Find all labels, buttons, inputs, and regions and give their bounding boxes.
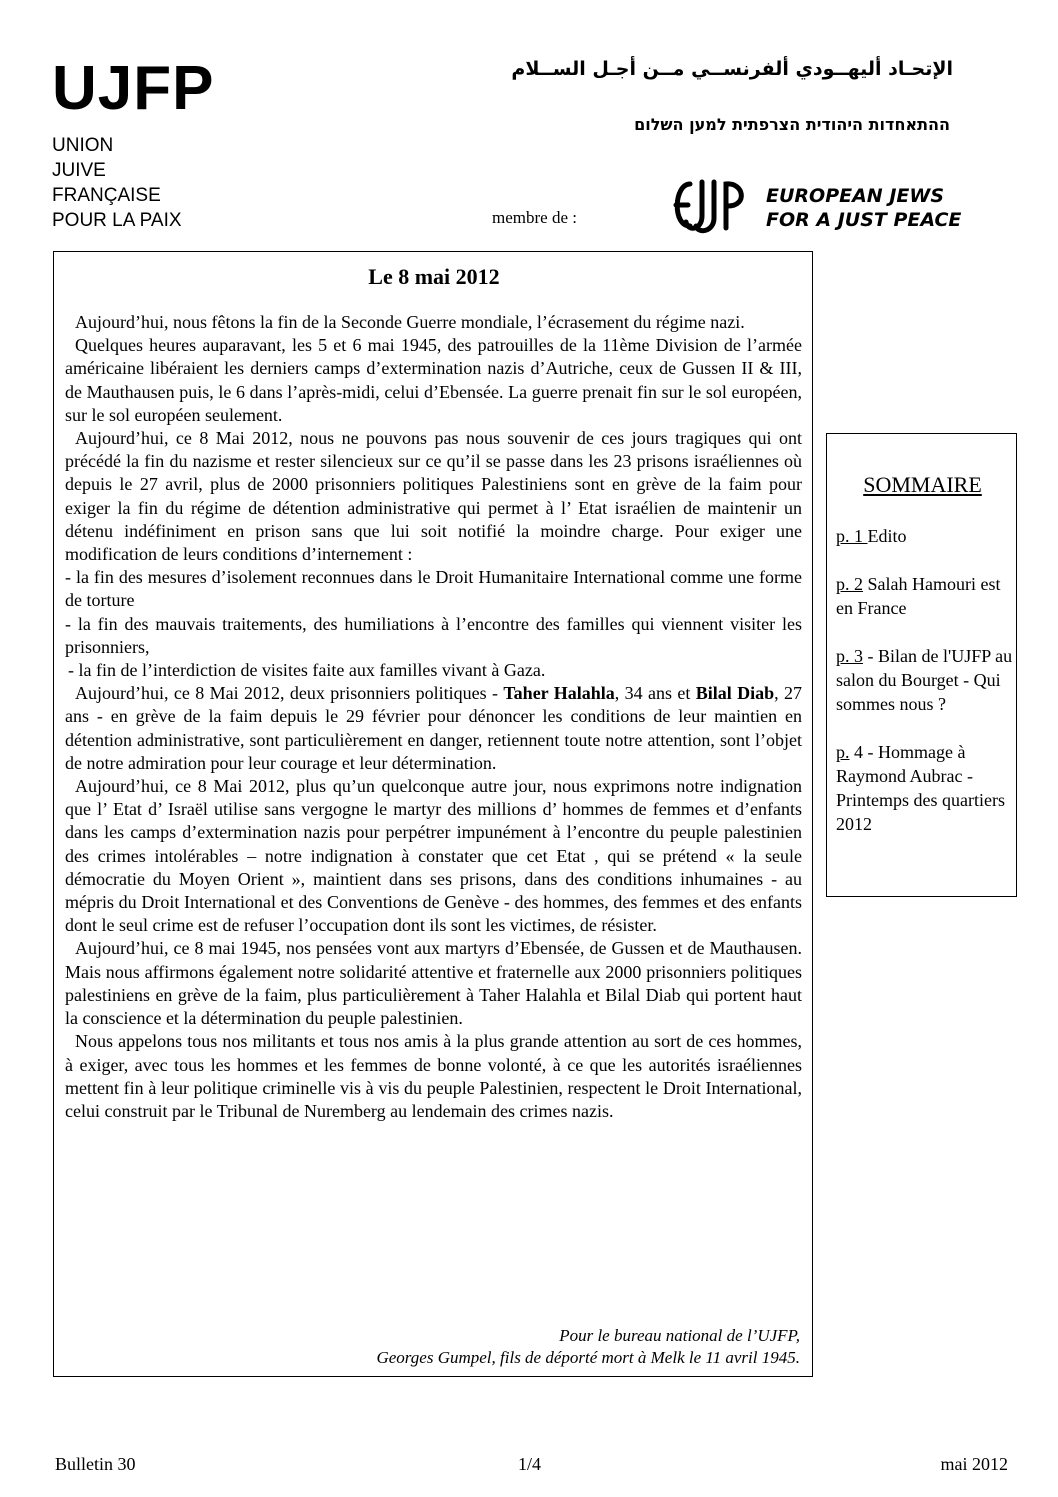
signature-line: Pour le bureau national de l’UJFP,	[559, 1326, 800, 1345]
sommaire-page: p. 3	[836, 646, 863, 666]
logo-line: UNION	[52, 135, 114, 156]
footer-bulletin: Bulletin 30	[55, 1454, 136, 1474]
footer-page-number: 1/4	[518, 1454, 542, 1474]
sommaire-box	[826, 433, 1017, 897]
text-run: Aujourd’hui, ce 8 Mai 2012, deux prisonniers politiques -	[75, 683, 504, 704]
sommaire-page: p. 2	[836, 574, 863, 594]
footer-date: mai 2012	[940, 1454, 1008, 1474]
paragraph: Aujourd’hui, ce 8 Mai 2012, plus qu’un quelconque autre jour, nous exprimons notre indignation que l’ Etat d’ Israël utilise sans vergogne le martyr des millions d’ hommes de femmes et d’enfants dans les camps d’extermination nazis pour perpétrer impunément à l’encontre du peuple palestinien des crimes intolérables – notre indignation à constater que cet Etat , qui se prétend « la seule démocratie du Moyen Orient », maintient dans ses prisons, dans des conditions inhumaines - au mépris du Droit International et des Conventions de Genève - des hommes, des femmes et des enfants dont le seul crime est de refuser l’occupation dont ils sont les victimes, de résister.	[65, 776, 802, 936]
sommaire-text: Edito	[867, 526, 907, 546]
article-title: Le 8 mai 2012	[368, 264, 500, 289]
ejjp-logo-line2: FOR A JUST PEACE	[766, 209, 962, 231]
text-run: , 27 ans - en grève de la faim depuis le 29 février pour dénoncer les conditions de leur maintien en détention administrative, sont particulièrement en danger, retiennent toute notre attention, sont l’objet de notre admiration pour leur courage et leur détermination.	[65, 683, 803, 773]
paragraph: Quelques heures auparavant, les 5 et 6 mai 1945, des patrouilles de la 11ème Division de l’armée américaine libéraient les derniers camps d’extermination nazis d’Autriche, ceux de Gussen II & III, de Mauthausen puis, le 6 dans l’après-midi, celui d’Ebensée. La guerre prenait fin sur le sol européen, sur le sol européen seulement.	[65, 335, 802, 425]
sommaire-title: SOMMAIRE	[863, 472, 982, 497]
bold-name: Taher Halahla	[503, 683, 615, 704]
sommaire-page: p. 1	[836, 526, 868, 546]
ejjp-logo-line1: EUROPEAN JEWS	[766, 185, 945, 207]
sommaire-text: 4 - Hommage à Raymond Aubrac - Printemps des quartiers 2012	[836, 742, 1005, 834]
logo-subtitle	[52, 133, 182, 233]
sommaire-list	[836, 524, 1014, 860]
article-box	[53, 251, 813, 1377]
sommaire-page: p.	[836, 742, 850, 762]
paragraph	[65, 682, 802, 775]
text-run: , 34 ans et	[614, 683, 696, 704]
paragraph: Nous appelons tous nos militants et tous nos amis à la plus grande attention au sort de ces hommes, à exiger, avec tous les hommes et les femmes de bonne volonté, à ce que les autorités israéliennes mettent fin à leur politique criminelle vis à vis du peuple Palestinien, respectent le Droit International, celui construit par le Tribunal de Nuremberg au lendemain des crimes nazis.	[65, 1031, 802, 1121]
paragraph: Aujourd’hui, nous fêtons la fin de la Seconde Guerre mondiale, l’écrasement du régime nazi.	[75, 312, 745, 332]
sommaire-text: Salah Hamouri est en France	[836, 574, 1001, 618]
logo-line: JUIVE	[52, 160, 106, 181]
sommaire-text: - Bilan de l'UJFP au salon du Bourget - Qui sommes nous ?	[836, 646, 1013, 714]
logo-line: FRANÇAISE	[52, 185, 161, 206]
sommaire-item	[836, 572, 1014, 620]
bullet-item: - la fin de l’interdiction de visites faite aux familles vivant à Gaza.	[68, 660, 546, 681]
bullet-item: - la fin des mesures d’isolement reconnues dans le Droit Humanitaire International comme une forme de torture	[65, 567, 802, 611]
paragraph: Aujourd’hui, ce 8 Mai 2012, nous ne pouvons pas nous souvenir de ces jours tragiques qui ont précédé la fin du nazisme et rester silencieux sur ce qu’il se passe dans les 23 prisons israéliennes où depuis le 27 avril, plus de 2000 prisonniers politiques Palestiniens sont en grève de la faim pour exiger la fin du régime de détention administrative qui permet à l’ Etat israélien de maintenir un détenu indéfiniment en prison sans que lui soit notifié la moindre charge. Pour exiger une modification de leurs conditions d’internement :	[65, 428, 802, 565]
arabic-org-name: الإتحـاد أليهــودي ألفرنســي مــن أجـل الســلام	[511, 58, 953, 80]
article-body	[65, 311, 802, 1123]
bold-name: Bilal Diab	[695, 683, 775, 704]
signature	[376, 1325, 800, 1369]
bullet-item: - la fin des mauvais traitements, des humiliations à l’encontre des familles qui viennent visiter les prisonniers,	[65, 613, 802, 657]
sommaire-item	[836, 524, 1014, 548]
sommaire-item	[836, 740, 1014, 836]
sommaire-item	[836, 644, 1014, 716]
logo-title: UJFP	[52, 54, 215, 123]
signature-line: Georges Gumpel, fils de déporté mort à Melk le 11 avril 1945.	[376, 1348, 800, 1367]
paragraph: Aujourd’hui, ce 8 mai 1945, nos pensées vont aux martyrs d’Ebensée, de Gussen et de Mauthausen. Mais nous affirmons également notre solidarité attentive et fraternelle aux 2000 prisonniers politiques palestiniens en grève de la faim, plus particulièrement à Taher Halahla et Bilal Diab qui portent haut la conscience et la détermination du peuple palestinien.	[65, 938, 802, 1029]
ejjp-logo	[668, 176, 968, 236]
logo-line: POUR LA PAIX	[52, 210, 182, 231]
hebrew-org-name: ההתאחדות היהודית הצרפתית למען השלום	[634, 115, 950, 134]
membre-label: membre de :	[492, 208, 577, 227]
